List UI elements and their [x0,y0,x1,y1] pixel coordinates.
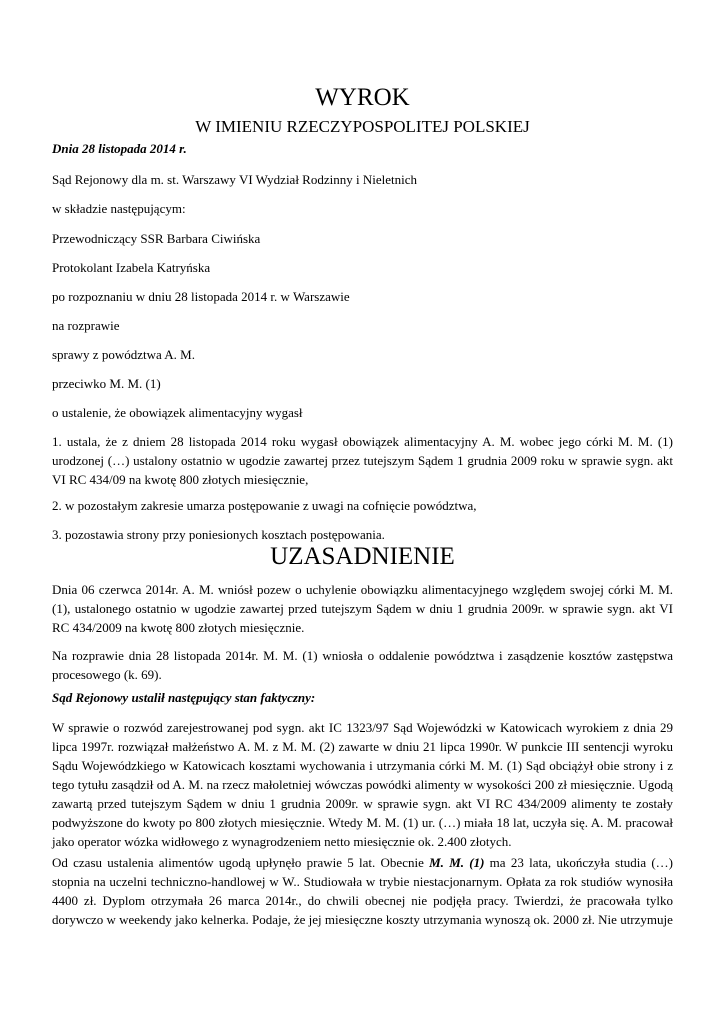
verdict-item-2: 2. w pozostałym zakresie umarza postępowanie z uwagi na cofnięcie powództwa, [52,498,477,513]
presiding-judge: Przewodniczący SSR Barbara Ciwińska [52,231,261,246]
composition-label: w składzie następującym: [52,201,186,216]
verdict-item-1: 1. ustala, że z dniem 28 listopada 2014 roku wygasł obowiązek alimentacyjny A. M. wobec jego córki M. M. (1) urodzonej (…) ustalony ostatnio w ugodzie zawartej przez tutejszym Sądem 1 grudnia 2009 roku w sprawie sygn. akt VI RC 434/09 na kwotę 800 złotych miesięcznie, [52,434,673,487]
court-clerk: Protokolant Izabela Katryńska [52,260,211,275]
justification-paragraph-2: Na rozprawie dnia 28 listopada 2014r. M. M. (1) wniosła o oddalenie powództwa i zasądzenie kosztów zastępstwa procesowego (k. 69). [52,648,673,682]
plaintiff-line: sprawy z powództwa A. M. [52,347,195,362]
document-title: WYROK [315,84,410,111]
claim-subject: o ustalenie, że obowiązek alimentacyjny wygasł [52,405,303,420]
justification-paragraph-4 [52,853,673,929]
paragraph-4-start: Od czasu ustalenia alimentów ugodą upłynęło prawie 5 lat. Obecnie [52,855,430,870]
document-subtitle: W IMIENIU RZECZYPOSPOLITEJ POLSKIEJ [195,117,530,136]
findings-heading: Sąd Rejonowy ustalił następujący stan faktyczny: [52,690,316,705]
party-name-emphasis: M. M. (1) [429,855,485,870]
verdict-date: Dnia 28 listopada 2014 r. [52,141,187,156]
defendant-line: przeciwko M. M. (1) [52,376,161,391]
paragraph-4-rest: ma 23 lata, ukończyła studia (…) stopnia na uczelni techniczno-handlowej w W.. Studiowała w trybie niestacjonarnym. Opłata za rok studiów wynosiła 4400 zł. Dyplom otrzymała 26 marca 2014r., do chwili obecnej nie podjęła pracy. Twierdzi, że pracowała tylko dorywczo w weekendy jako kelnerka. Podaje, że jej miesięczne koszty utrzymania wynoszą ok. 2000 zł. Nie utrzymuje [52,855,674,927]
justification-title: UZASADNIENIE [270,543,455,570]
justification-paragraph-1: Dnia 06 czerwca 2014r. A. M. wniósł pozew o uchylenie obowiązku alimentacyjnego względem swojej córki M. M. (1), ustalonego ostatnio w ugodzie zawartej przed tutejszym Sądem w dniu 1 grudnia 2009r. w sprawie sygn. akt VI RC 434/2009 na kwotę 800 złotych miesięcznie. [52,582,673,635]
hearing-type: na rozprawie [52,318,120,333]
court-name: Sąd Rejonowy dla m. st. Warszawy VI Wydział Rodzinny i Nieletnich [52,172,417,187]
justification-paragraph-3: W sprawie o rozwód zarejestrowanej pod sygn. akt IC 1323/97 Sąd Wojewódzki w Katowicach wyrokiem z dnia 29 lipca 1997r. rozwiązał małżeństwo A. M. z M. M. (2) zawarte w dniu 21 lipca 1990r. W punkcie III sentencji wyroku Sądu Wojewódzkiego w Katowicach kosztami wychowania i utrzymania córki M. M. (1) Sąd obciążył obie strony i z tego tytułu zasądził od A. M. na rzecz małoletniej wówczas powódki alimenty w wysokości 200 zł miesięcznie. Ugodą zawartą przed tutejszym Sądem w dniu 1 grudnia 2009r. w sprawie sygn. akt VI RC 434/2009 alimenty te zostały podwyższone do kwoty po 800 złotych miesięcznie. Wtedy M. M. (1) ur. (…) miała 18 lat, uczyła się. A. M. pracował jako operator wózka widłowego z wynagrodzeniem netto miesięcznie ok. 2.400 złotych. [52,720,673,849]
verdict-item-3: 3. pozostawia strony przy poniesionych kosztach postępowania. [52,527,385,542]
hearing-date-line: po rozpoznaniu w dniu 28 listopada 2014 r. w Warszawie [52,289,350,304]
